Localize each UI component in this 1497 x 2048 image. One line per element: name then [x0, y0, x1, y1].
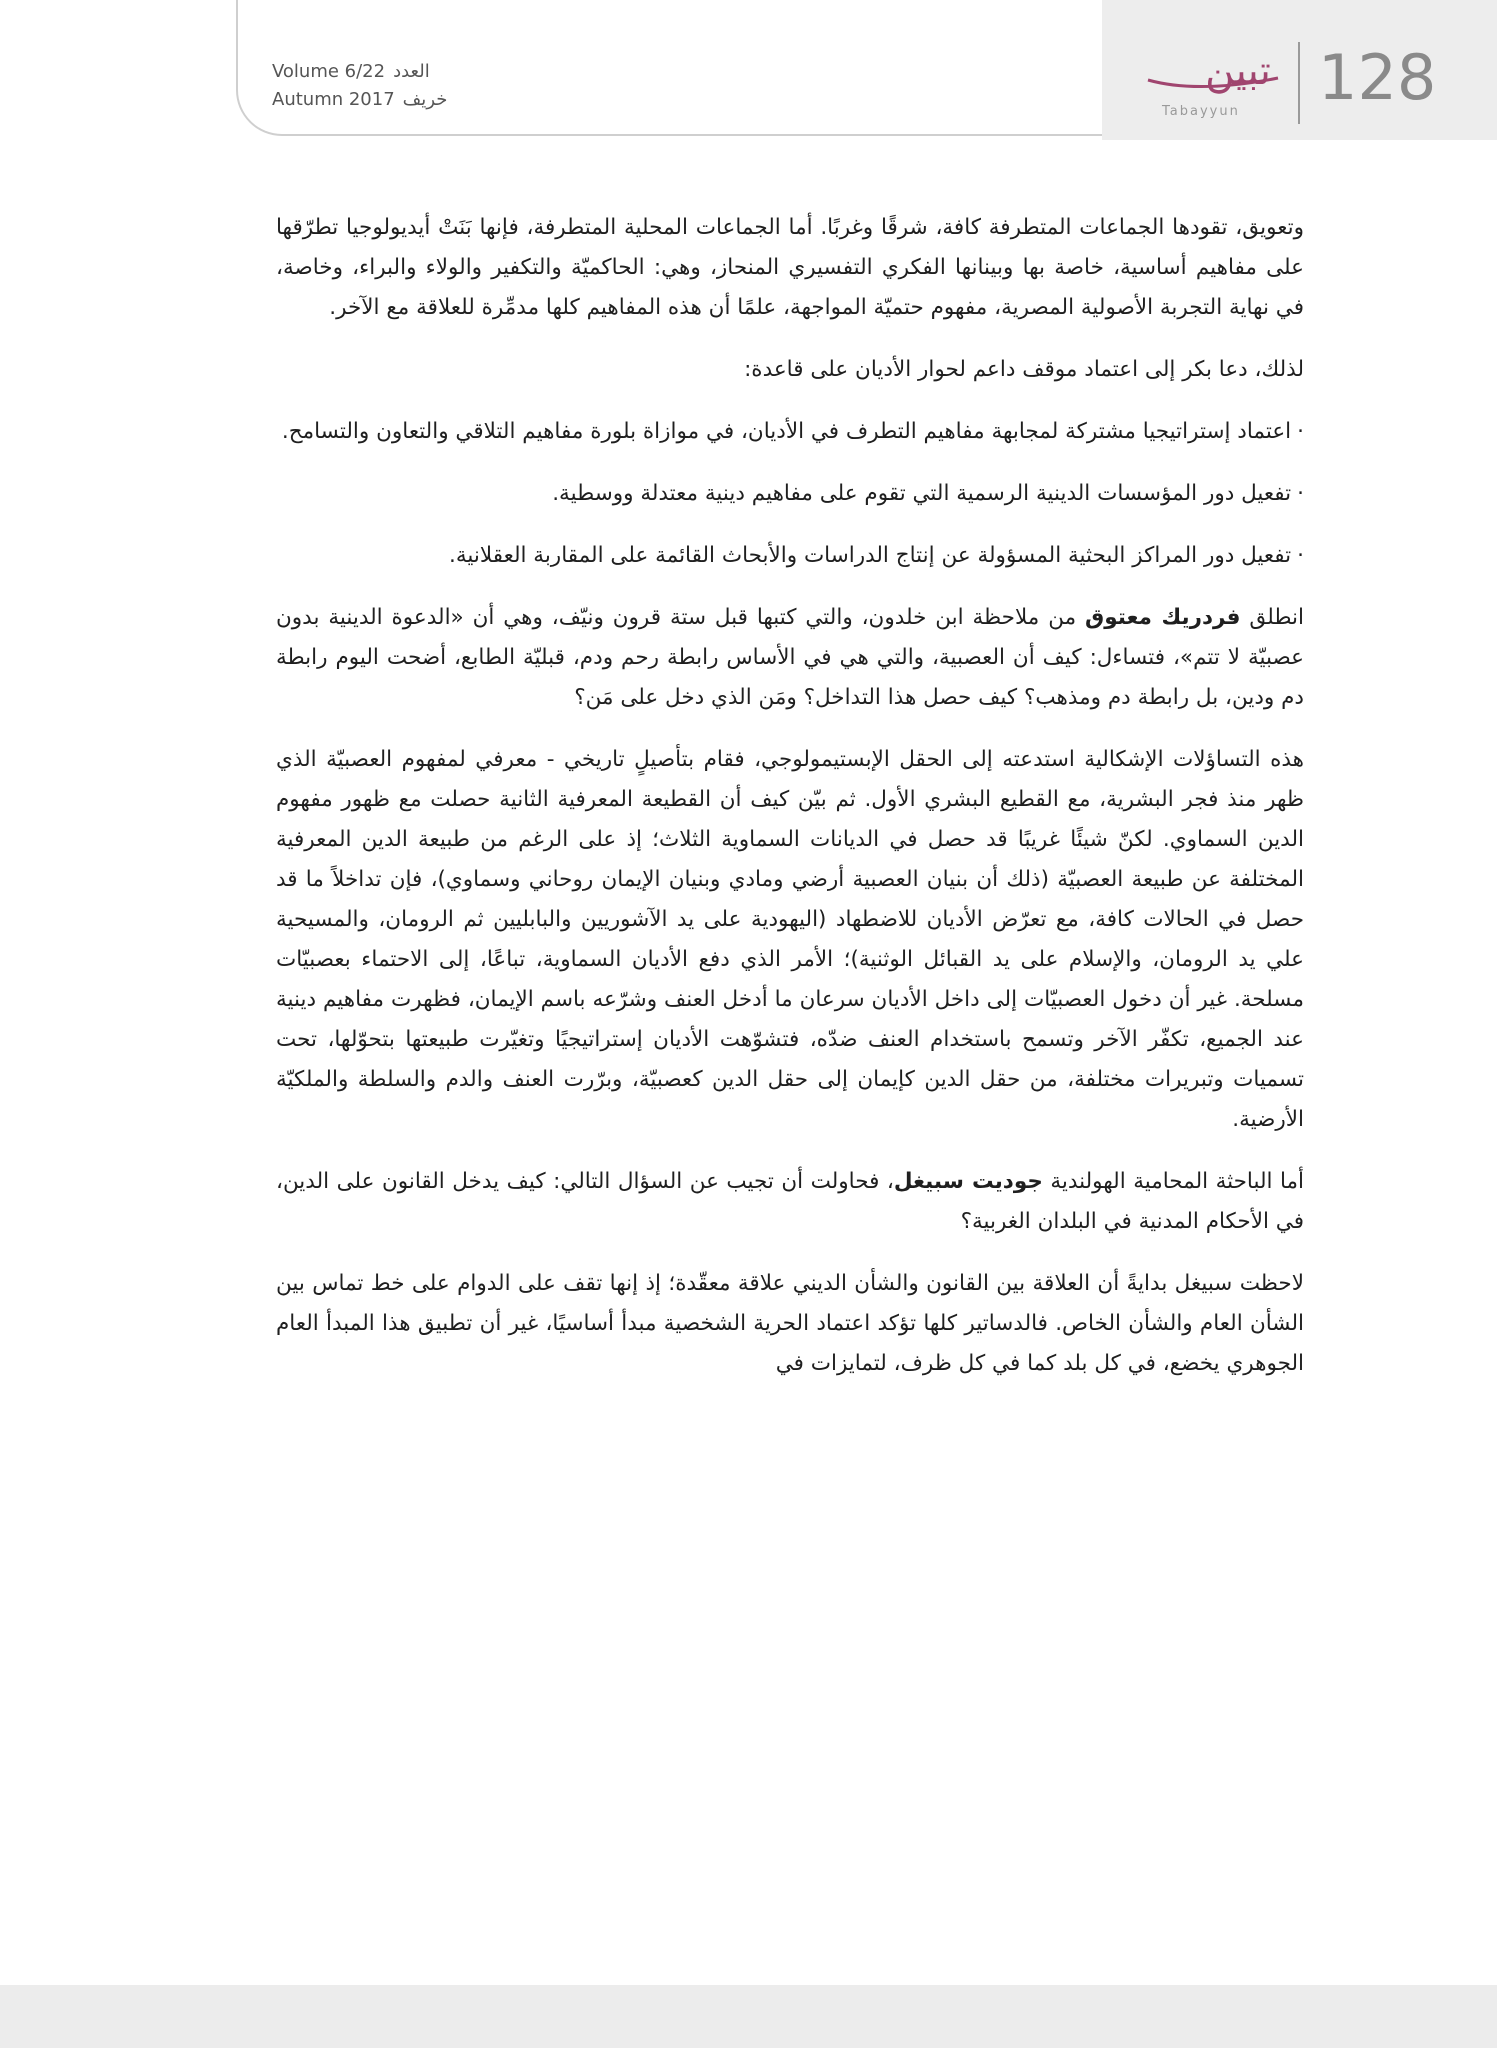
- author-name-matouk: فردريك معتوق: [1085, 605, 1241, 630]
- bullet-dot: ·: [1297, 543, 1304, 568]
- issue-season-ar: خريف: [402, 89, 448, 110]
- issue-season-en: Autumn 2017: [272, 89, 395, 110]
- page-number: 128: [1318, 41, 1437, 114]
- issue-season-line: [272, 86, 522, 114]
- bullet-item-2: [276, 474, 1304, 514]
- issue-volume-en: Volume 6/22: [272, 61, 386, 82]
- bullet-item-1: [276, 412, 1304, 452]
- journal-logo-ar: تبين: [1205, 48, 1271, 94]
- paragraph-4: هذه التساؤلات الإشكالية استدعته إلى الحقل الإبستيمولوجي، فقام بتأصيلٍ تاريخي - معرفي لمفهوم العصبيّة الذي ظهر منذ فجر البشرية، مع القطيع البشري الأول. ثم بيّن كيف أن القطيعة المعرفية الثانية حصلت مع ظهور مفهوم الدين السماوي. لكنّ شيئًا غريبًا قد حصل في الديانات السماوية الثلاث؛ إذ على الرغم من طبيعة الدين المعرفية المختلفة عن طبيعة العصبيّة (ذلك أن بنيان العصبية أرضي ومادي وبنيان الإيمان روحاني وسماوي)، فإن تداخلاً ما قد حصل في الحالات كافة، مع تعرّض الأديان للاضطهاد (اليهودية على يد الآشوريين والبابليين ثم الرومان، والمسيحية علي يد الرومان، والإسلام على يد القبائل الوثنية)؛ الأمر الذي دفع الأديان السماوية، تباعًا، إلى الاحتماء بعصبيّات مسلحة. غير أن دخول العصبيّات إلى داخل الأديان سرعان ما أدخل العنف وشرّعه باسم الإيمان، فظهرت مفاهيم دينية عند الجميع، تكفّر الآخر وتسمح باستخدام العنف ضدّه، فتشوّهت الأديان إستراتيجيًا وتغيّرت طبيعتها بتحوّلها، تحت تسميات وتبريرات مختلفة، من حقل الدين كإيمان إلى حقل الدين كعصبيّة، وبرّرت العنف والدم والسلطة والملكيّة الأرضية.: [276, 747, 1304, 1132]
- journal-logo-en: Tabayyun: [1162, 104, 1240, 119]
- bullet-item-3: [276, 536, 1304, 576]
- journal-logo-mark: [1128, 40, 1298, 100]
- paragraph-3-rest: من ملاحظة ابن خلدون، والتي كتبها قبل ستة قرون ونيّف، وهي أن «الدعوة الدينية بدون عصبيّة لا تتم»، فتساءل: كيف أن العصبية، والتي هي في الأساس رابطة رحم ودم، قبليّة الطابع، أضحت اليوم رابطة دم ودين، بل رابطة دم ومذهب؟ كيف حصل هذا التداخل؟ ومَن الذي دخل على مَن؟: [276, 605, 1304, 710]
- bullet-text-2: تفعيل دور المؤسسات الدينية الرسمية التي تقوم على مفاهيم دينية معتدلة ووسطية.: [552, 481, 1292, 506]
- paragraph-5: [276, 1162, 1304, 1242]
- page-number-divider: [1298, 42, 1300, 124]
- article-body: [276, 208, 1304, 1406]
- author-name-spiegel: جوديت سبيغل: [893, 1169, 1043, 1194]
- paragraph-3-start: انطلق: [1249, 605, 1304, 630]
- paragraph-2: لذلك، دعا بكر إلى اعتماد موقف داعم لحوار الأديان على قاعدة:: [744, 357, 1304, 382]
- paragraph-1: وتعويق، تقودها الجماعات المتطرفة كافة، شرقًا وغربًا. أما الجماعات المحلية المتطرفة، فإنها بَنَتْ أيديولوجيا تطرّقها على مفاهيم أساسية، خاصة بها وبينانها الفكري التفسيري المنحاز، وهي: الحاكميّة والتكفير والولاء والبراء، وخاصة، في نهاية التجربة الأصولية المصرية، مفهوم حتميّة المواجهة، علمًا أن هذه المفاهيم كلها مدمِّرة للعلاقة مع الآخر.: [276, 215, 1304, 320]
- paragraph-5-start: أما الباحثة المحامية الهولندية: [1050, 1169, 1304, 1194]
- bullet-dot: ·: [1297, 481, 1304, 506]
- issue-volume-line: [272, 58, 522, 86]
- page-footer-band: [0, 1985, 1497, 2048]
- paragraph-6: لاحظت سبيغل بدايةً أن العلاقة بين القانون والشأن الديني علاقة معقّدة؛ إذ إنها تقف على الدوام على خط تماس بين الشأن العام والشأن الخاص. فالدساتير كلها تؤكد اعتماد الحرية الشخصية مبدأ أساسيًا، غير أن تطبيق هذا المبدأ العام الجوهري يخضع، في كل بلد كما في كل ظرف، لتمايزات في: [276, 1271, 1304, 1376]
- issue-info: [272, 58, 522, 114]
- bullet-dot: ·: [1297, 419, 1304, 444]
- journal-logo: [1128, 40, 1298, 130]
- bullet-text-3: تفعيل دور المراكز البحثية المسؤولة عن إنتاج الدراسات والأبحاث القائمة على المقاربة العقلانية.: [449, 543, 1292, 568]
- issue-volume-ar: العدد: [393, 61, 430, 82]
- paragraph-5-rest: ، فحاولت أن تجيب عن السؤال التالي: كيف يدخل القانون على الدين، في الأحكام المدنية في البلدان الغربية؟: [276, 1169, 1304, 1234]
- paragraph-3: [276, 598, 1304, 718]
- bullet-text-1: اعتماد إستراتيجيا مشتركة لمجابهة مفاهيم التطرف في الأديان، في موازاة بلورة مفاهيم التلاقي والتعاون والتسامح.: [281, 419, 1292, 444]
